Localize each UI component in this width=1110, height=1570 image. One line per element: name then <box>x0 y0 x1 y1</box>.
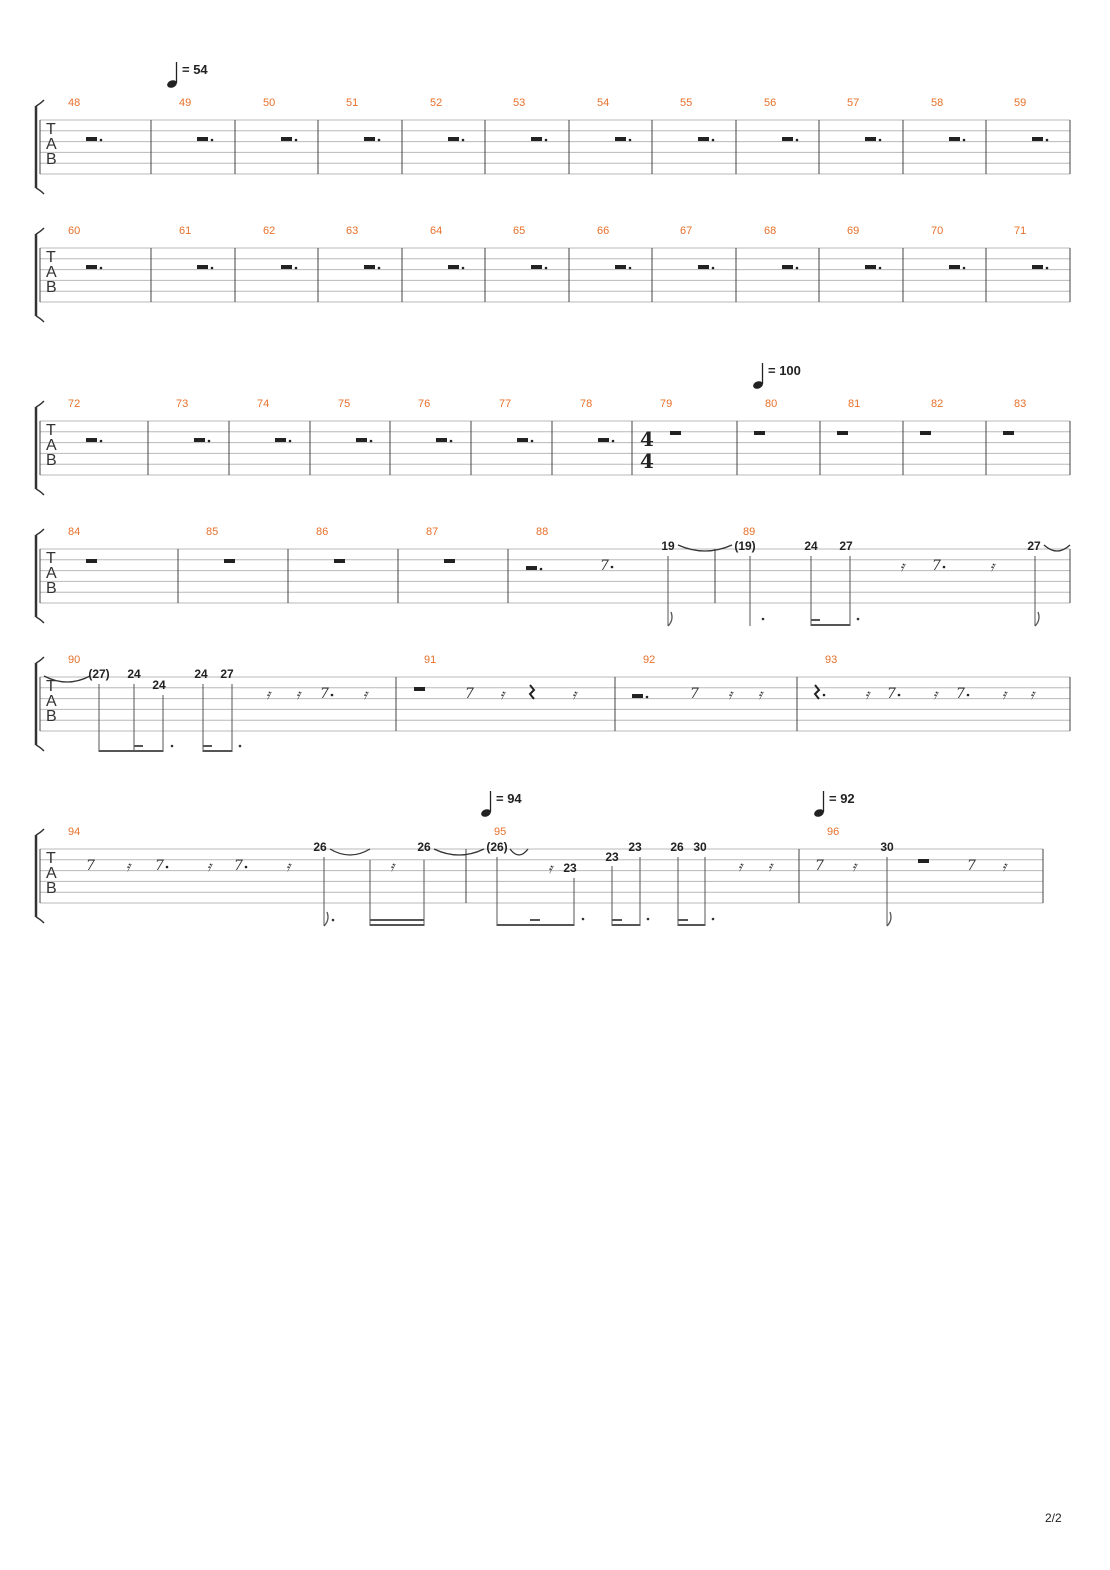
sixteenth-rest: 𝄿 <box>758 687 763 703</box>
rest-dot <box>295 267 298 270</box>
tempo-mark <box>480 791 522 818</box>
measure-number: 50 <box>263 97 276 109</box>
sixteenth-rest: 𝄿 <box>500 687 505 703</box>
measure-number: 65 <box>513 225 526 237</box>
whole-rest <box>1003 431 1014 435</box>
rest-dot <box>378 267 381 270</box>
rest-dot <box>450 440 453 443</box>
measure-number: 58 <box>931 97 944 109</box>
tab-clef-letter: A <box>46 565 57 582</box>
rest-dot <box>1046 267 1049 270</box>
measure-number: 80 <box>765 398 778 410</box>
sixteenth-rest: 𝄿 <box>1030 687 1035 703</box>
measure-number: 90 <box>68 654 81 666</box>
tab-clef-letter: B <box>46 452 57 469</box>
tab-clef-letter: B <box>46 279 57 296</box>
rest-dot <box>612 440 615 443</box>
tie <box>330 849 370 855</box>
fret-number: 26 <box>417 840 431 854</box>
rest-dot <box>166 866 169 869</box>
bracket-hook-bottom <box>36 917 44 923</box>
bracket-hook-bottom <box>36 316 44 322</box>
rest-dot <box>331 694 334 697</box>
tempo-mark <box>752 363 801 390</box>
tempo-value: = 100 <box>768 363 801 378</box>
half-rest <box>531 265 542 269</box>
fret-number: (27) <box>88 667 110 681</box>
bracket-hook-top <box>36 100 44 106</box>
sixteenth-rest: 𝄿 <box>390 859 395 875</box>
sixteenth-rest: 𝄿 <box>266 687 271 703</box>
eighth-rest: 7 <box>967 858 976 874</box>
measure-number: 85 <box>206 526 219 538</box>
rest-dot <box>295 139 298 142</box>
sixteenth-rest: 𝄿 <box>207 859 212 875</box>
tempo-mark <box>166 62 208 89</box>
whole-rest <box>414 687 425 691</box>
fret-number: 27 <box>220 667 234 681</box>
half-rest <box>632 694 643 698</box>
half-rest <box>281 265 292 269</box>
half-rest <box>86 137 97 141</box>
rest-dot <box>879 139 882 142</box>
eighth-rest: 7 <box>887 686 896 702</box>
note-dot <box>712 918 715 921</box>
half-rest <box>698 265 709 269</box>
measure-number: 95 <box>494 826 507 838</box>
rest-dot <box>1046 139 1049 142</box>
measure-number: 64 <box>430 225 443 237</box>
quarter-rest <box>530 685 534 699</box>
sixteenth-rest: 𝄿 <box>572 687 577 703</box>
sixteenth-rest: 𝄿 <box>126 859 131 875</box>
rest-dot <box>963 267 966 270</box>
measure-number: 77 <box>499 398 512 410</box>
tab-system <box>36 225 1070 322</box>
sixteenth-rest: 𝄿 <box>363 687 368 703</box>
fret-number: 19 <box>661 539 675 553</box>
fret-number: 27 <box>839 539 853 553</box>
tab-clef-letter: B <box>46 708 57 725</box>
rest-dot <box>629 267 632 270</box>
measure-number: 62 <box>263 225 276 237</box>
fret-number: (26) <box>486 840 508 854</box>
eighth-rest: 7 <box>956 686 965 702</box>
sixteenth-rest: 𝄿 <box>865 687 870 703</box>
measure-number: 54 <box>597 97 610 109</box>
tie <box>1044 545 1070 551</box>
rest-dot <box>796 139 799 142</box>
fret-number: 24 <box>127 667 141 681</box>
whole-rest <box>837 431 848 435</box>
half-rest <box>782 265 793 269</box>
measure-number: 86 <box>316 526 329 538</box>
rest-dot <box>796 267 799 270</box>
rest-dot <box>370 440 373 443</box>
bracket-hook-bottom <box>36 489 44 495</box>
note-dot <box>332 919 335 922</box>
eighth-rest: 7 <box>690 686 699 702</box>
bracket-hook-bottom <box>36 188 44 194</box>
bracket-hook-top <box>36 657 44 663</box>
measure-number: 66 <box>597 225 610 237</box>
rest-row <box>86 265 1048 269</box>
systems-layer <box>36 97 1070 923</box>
sixteenth-rest: 𝄿 <box>990 559 995 575</box>
tab-system <box>36 526 1070 623</box>
fret-number: 30 <box>693 840 707 854</box>
rest-dot <box>211 139 214 142</box>
whole-rest <box>918 859 929 863</box>
half-rest <box>364 265 375 269</box>
rest-dot <box>646 696 649 699</box>
half-rest <box>281 137 292 141</box>
measure-number: 51 <box>346 97 359 109</box>
rest-row <box>86 858 1008 875</box>
tie <box>678 545 732 551</box>
eighth-rest: 7 <box>932 558 941 574</box>
half-rest <box>1032 137 1043 141</box>
sixteenth-rest: 𝄿 <box>900 559 905 575</box>
rest-dot <box>208 440 211 443</box>
measure-number: 55 <box>680 97 693 109</box>
rest-dot <box>378 139 381 142</box>
note-dot <box>582 918 585 921</box>
fret-number: 30 <box>880 840 894 854</box>
bracket-hook-bottom <box>36 745 44 751</box>
note-flag <box>668 612 672 626</box>
tab-clef-letter: A <box>46 136 57 153</box>
eighth-rest: 7 <box>465 686 474 702</box>
measure-number: 83 <box>1014 398 1027 410</box>
tab-clef-letter: T <box>46 678 56 695</box>
half-rest <box>949 137 960 141</box>
note-dot <box>171 745 174 748</box>
measure-number: 52 <box>430 97 443 109</box>
fret-number: 24 <box>194 667 208 681</box>
eighth-rest: 7 <box>86 858 95 874</box>
tab-clef-letter: A <box>46 693 57 710</box>
tab-clef-letter: B <box>46 151 57 168</box>
rest-dot <box>211 267 214 270</box>
rest-dot <box>545 267 548 270</box>
half-rest <box>865 265 876 269</box>
rest-dot <box>462 139 465 142</box>
measure-number: 73 <box>176 398 189 410</box>
rest-dot <box>100 139 103 142</box>
half-rest <box>448 137 459 141</box>
note-flag <box>324 912 328 926</box>
tab-clef-letter: A <box>46 437 57 454</box>
half-rest <box>436 438 447 442</box>
rest-dot <box>879 267 882 270</box>
half-rest <box>194 438 205 442</box>
eighth-rest: 7 <box>815 858 824 874</box>
tie <box>510 849 528 855</box>
rest-dot <box>629 139 632 142</box>
fret-number: 23 <box>628 840 642 854</box>
rest-dot <box>823 694 826 697</box>
measure-number: 67 <box>680 225 693 237</box>
half-rest <box>1032 265 1043 269</box>
time-signature-bottom: 4 <box>640 449 654 473</box>
measure-number: 78 <box>580 398 593 410</box>
time-signature-top: 4 <box>640 427 654 451</box>
notes-m88-89 <box>661 539 1070 626</box>
measure-number: 96 <box>827 826 840 838</box>
rest-dot <box>898 694 901 697</box>
half-rest <box>275 438 286 442</box>
sixteenth-rest: 𝄿 <box>933 687 938 703</box>
fret-number: 24 <box>804 539 818 553</box>
half-rest <box>698 137 709 141</box>
note-flag <box>1035 612 1039 626</box>
measure-number: 81 <box>848 398 861 410</box>
rest-row <box>86 558 996 575</box>
eighth-rest: 7 <box>320 686 329 702</box>
measure-number: 57 <box>847 97 860 109</box>
tab-clef-letter: A <box>46 865 57 882</box>
whole-rest <box>334 559 345 563</box>
measure-number: 93 <box>825 654 838 666</box>
sixteenth-rest: 𝄿 <box>1002 687 1007 703</box>
sixteenth-rest: 𝄿 <box>852 859 857 875</box>
half-rest <box>526 566 537 570</box>
half-rest <box>356 438 367 442</box>
fret-number: 26 <box>313 840 327 854</box>
rest-dot <box>540 568 543 571</box>
measure-number: 53 <box>513 97 526 109</box>
measure-number: 48 <box>68 97 81 109</box>
bracket-hook-top <box>36 529 44 535</box>
sixteenth-rest: 𝄿 <box>738 859 743 875</box>
half-rest <box>598 438 609 442</box>
rest-dot <box>963 139 966 142</box>
half-rest <box>197 265 208 269</box>
note-flag <box>887 912 891 926</box>
rest-dot <box>545 139 548 142</box>
tab-system <box>36 97 1070 194</box>
fret-number: 24 <box>152 678 166 692</box>
whole-rest <box>444 559 455 563</box>
whole-rest <box>86 559 97 563</box>
measure-number: 87 <box>426 526 439 538</box>
rest-dot <box>943 566 946 569</box>
tempo-mark <box>813 791 855 818</box>
whole-rest <box>670 431 681 435</box>
measure-number: 59 <box>1014 97 1027 109</box>
measure-number: 82 <box>931 398 944 410</box>
tab-clef-letter: T <box>46 422 56 439</box>
rest-row <box>86 137 1048 141</box>
rest-dot <box>967 694 970 697</box>
half-rest <box>86 265 97 269</box>
sixteenth-rest: 𝄿 <box>296 687 301 703</box>
rest-dot <box>245 866 248 869</box>
notation-layer <box>44 62 1070 926</box>
tab-clef-letter: B <box>46 580 57 597</box>
rest-row <box>86 427 1014 473</box>
rest-dot <box>100 440 103 443</box>
measure-number: 74 <box>257 398 270 410</box>
measure-number: 94 <box>68 826 81 838</box>
rest-dot <box>289 440 292 443</box>
fret-number: 23 <box>605 850 619 864</box>
measure-number: 88 <box>536 526 549 538</box>
sixteenth-rest: 𝄿 <box>768 859 773 875</box>
bracket-hook-bottom <box>36 617 44 623</box>
rest-dot <box>611 566 614 569</box>
half-rest <box>517 438 528 442</box>
tab-clef-letter: A <box>46 264 57 281</box>
half-rest <box>782 137 793 141</box>
sixteenth-rest: 𝄿 <box>548 861 553 877</box>
measure-number: 91 <box>424 654 437 666</box>
bracket-hook-top <box>36 401 44 407</box>
tempo-value: = 94 <box>496 791 522 806</box>
measure-number: 71 <box>1014 225 1027 237</box>
rest-dot <box>462 267 465 270</box>
sixteenth-rest: 𝄿 <box>728 687 733 703</box>
measure-number: 61 <box>179 225 192 237</box>
measure-number: 79 <box>660 398 673 410</box>
rest-dot <box>100 267 103 270</box>
half-rest <box>949 265 960 269</box>
fret-number: 27 <box>1027 539 1041 553</box>
sixteenth-rest: 𝄿 <box>286 859 291 875</box>
tab-clef-letter: B <box>46 880 57 897</box>
half-rest <box>448 265 459 269</box>
fret-number: (19) <box>734 539 756 553</box>
measure-number: 92 <box>643 654 656 666</box>
rest-dot <box>712 139 715 142</box>
half-rest <box>865 137 876 141</box>
measure-number: 89 <box>743 526 756 538</box>
measure-number: 63 <box>346 225 359 237</box>
measure-number: 69 <box>847 225 860 237</box>
measure-number: 56 <box>764 97 777 109</box>
bracket-hook-top <box>36 829 44 835</box>
note-dot <box>647 918 650 921</box>
tab-system <box>36 654 1070 751</box>
measure-number: 68 <box>764 225 777 237</box>
note-dot <box>762 618 765 621</box>
tab-clef-letter: T <box>46 550 56 567</box>
rest-dot <box>712 267 715 270</box>
eighth-rest: 7 <box>600 558 609 574</box>
tab-system <box>36 398 1070 495</box>
half-rest <box>364 137 375 141</box>
page-number: 2/2 <box>1045 1511 1062 1525</box>
bracket-hook-top <box>36 228 44 234</box>
note-dot <box>239 745 242 748</box>
tab-clef-letter: T <box>46 121 56 138</box>
notes-m94-96 <box>313 840 894 926</box>
measure-number: 72 <box>68 398 81 410</box>
tie <box>434 849 484 855</box>
rest-dot <box>531 440 534 443</box>
measure-number: 49 <box>179 97 192 109</box>
measure-number: 70 <box>931 225 944 237</box>
eighth-rest: 7 <box>234 858 243 874</box>
tempo-value: = 54 <box>182 62 208 77</box>
eighth-rest: 7 <box>155 858 164 874</box>
measure-number: 76 <box>418 398 431 410</box>
note-dot <box>857 618 860 621</box>
tab-clef-letter: T <box>46 850 56 867</box>
half-rest <box>615 265 626 269</box>
half-rest <box>197 137 208 141</box>
whole-rest <box>920 431 931 435</box>
measure-number: 84 <box>68 526 81 538</box>
fret-number: 23 <box>563 861 577 875</box>
whole-rest <box>224 559 235 563</box>
half-rest <box>531 137 542 141</box>
sixteenth-rest: 𝄿 <box>1002 859 1007 875</box>
tempo-value: = 92 <box>829 791 855 806</box>
whole-rest <box>754 431 765 435</box>
half-rest <box>86 438 97 442</box>
measure-number: 75 <box>338 398 351 410</box>
measure-number: 60 <box>68 225 81 237</box>
half-rest <box>615 137 626 141</box>
quarter-rest <box>815 685 819 699</box>
tab-clef-letter: T <box>46 249 56 266</box>
fret-number: 26 <box>670 840 684 854</box>
